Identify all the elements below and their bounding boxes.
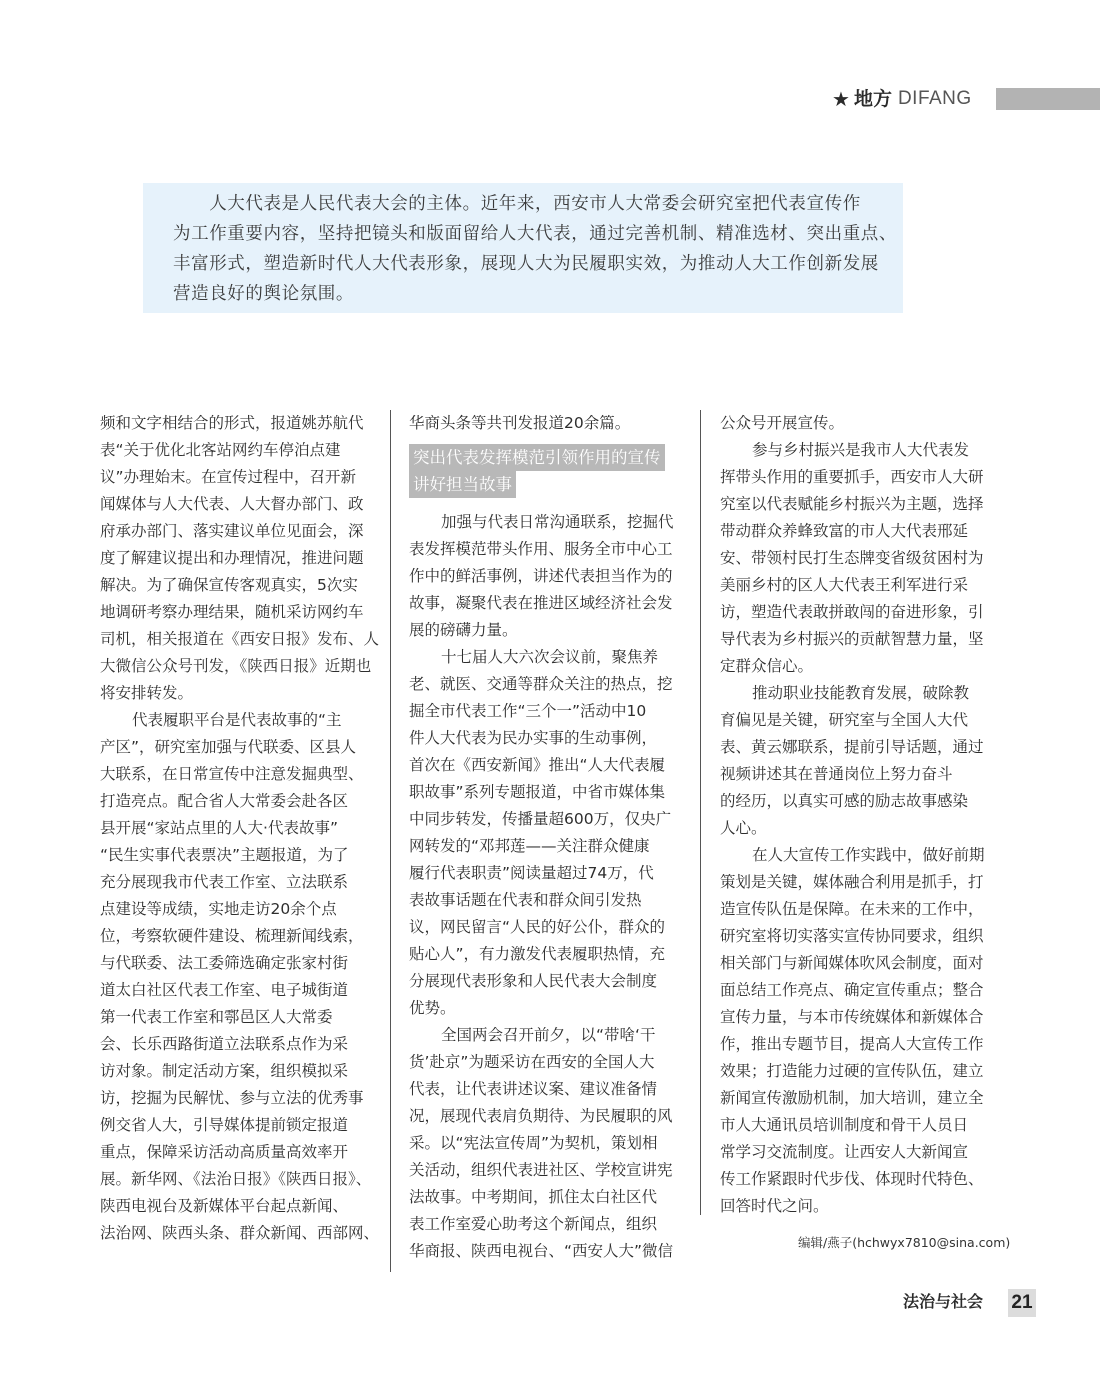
paragraph-line: 优势。 <box>409 999 456 1017</box>
paragraph-line: 大联系，在日常宣传中注意发掘典型、 <box>100 765 364 783</box>
paragraph-line: 访，塑造代表敢拼敢闯的奋进形象，引 <box>720 603 984 621</box>
paragraph-line: 面总结工作亮点、确定宣传重点；整合 <box>720 981 984 999</box>
article-column-2 <box>409 410 689 1265</box>
paragraph-line: 位，考察软硬件建设、梳理新闻线索， <box>100 927 364 945</box>
magazine-name: 法治与社会 <box>903 1292 984 1311</box>
paragraph-line: 解决。为了确保宣传客观真实，5次实 <box>100 576 358 594</box>
paragraph-line: 市人大通讯员培训制度和骨干人员日 <box>720 1116 969 1134</box>
paragraph-line: 代表履职平台是代表故事的“主 <box>132 711 342 729</box>
paragraph-line: 打造亮点。配合省人大常委会赴各区 <box>100 792 349 810</box>
paragraph-line: 访，挖掘为民解忧、参与立法的优秀事 <box>100 1089 364 1107</box>
paragraph-line: 新闻宣传激励机制，加大培训，建立全 <box>720 1089 984 1107</box>
column-divider <box>700 410 701 1215</box>
paragraph-line: 府承办部门、落实建议单位见面会，深 <box>100 522 364 540</box>
subheading-line: 突出代表发挥模范引领作用的宣传 <box>409 444 665 471</box>
section-label-en: DIFANG <box>897 88 972 109</box>
paragraph-line: 安、带领村民打生态牌变省级贫困村为 <box>720 549 984 567</box>
paragraph-line: 例交省人大，引导媒体提前锁定报道 <box>100 1116 349 1134</box>
paragraph-line: 在人大宣传工作实践中，做好前期 <box>752 846 985 864</box>
paragraph-line: 究室以代表赋能乡村振兴为主题，选择 <box>720 495 984 513</box>
paragraph-line: 策划是关键，媒体融合利用是抓手，打 <box>720 873 984 891</box>
section-bar <box>996 88 1100 110</box>
paragraph-line: 会、长乐西路街道立法联系点作为采 <box>100 1035 349 1053</box>
paragraph-line: 货’赴京”为题采访在西安的全国人大 <box>409 1053 655 1071</box>
paragraph-line: 职故事”系列专题报道，中省市媒体集 <box>409 783 666 801</box>
star-icon: ★ <box>832 87 850 111</box>
paragraph-line: “民生实事代表票决”主题报道，为了 <box>100 846 349 864</box>
paragraph-line: 推动职业技能教育发展，破除教 <box>752 684 970 702</box>
intro-box <box>143 183 903 313</box>
paragraph-line: 的经历，以真实可感的励志故事感染 <box>720 792 969 810</box>
paragraph-line: 法故事。中考期间，抓住太白社区代 <box>409 1188 658 1206</box>
paragraph-line: 展。新华网、《法治日报》《陕西日报》、 <box>100 1170 372 1188</box>
article-column-3 <box>720 410 1000 1220</box>
paragraph-line: 大微信公众号刊发，《陕西日报》近期也 <box>100 657 372 675</box>
paragraph-line: 参与乡村振兴是我市人大代表发 <box>752 441 970 459</box>
intro-line: 为工作重要内容，坚持把镜头和版面留给人大代表，通过完善机制、精准选材、突出重点、 <box>173 224 897 244</box>
paragraph-line: 议”办理始末。在宣传过程中，召开新 <box>100 468 357 486</box>
paragraph-line: 履行代表职责”阅读量超过74万，代 <box>409 864 654 882</box>
paragraph-line: 华商头条等共刊发报道20余篇。 <box>409 414 631 432</box>
paragraph-line: 挥带头作用的重要抓手，西安市人大研 <box>720 468 984 486</box>
paragraph-line: 故事，凝聚代表在推进区域经济社会发 <box>409 594 673 612</box>
intro-line: 丰富形式，塑造新时代人大代表形象，展现人大为民履职实效，为推动人大工作创新发展 <box>173 254 879 274</box>
paragraph-line: 相关部门与新闻媒体吹风会制度，面对 <box>720 954 984 972</box>
editor-credit: 编辑/燕子(hchwyx7810@sina.com) <box>798 1235 1011 1250</box>
paragraph-line: 十七届人大六次会议前，聚焦养 <box>441 648 659 666</box>
paragraph-line: 件人大代表为民办实事的生动事例， <box>409 729 658 747</box>
section-subheading <box>409 444 689 498</box>
paragraph-line: 贴心人”，有力激发代表履职热情，充 <box>409 945 666 963</box>
paragraph-line: 中同步转发，传播量超600万，仅央广 <box>409 810 672 828</box>
paragraph-line: 人心。 <box>720 819 767 837</box>
paragraph-line: 分展现代表形象和人民代表大会制度 <box>409 972 658 990</box>
paragraph-line: 传工作紧跟时代步伐、体现时代特色、 <box>720 1170 984 1188</box>
paragraph-line: 表、黄云娜联系，提前引导话题，通过 <box>720 738 984 756</box>
paragraph-line: 效果；打造能力过硬的宣传队伍，建立 <box>720 1062 984 1080</box>
paragraph-line: 回答时代之问。 <box>720 1197 829 1215</box>
paragraph-line: 代表，让代表讲述议案、建议准备情 <box>409 1080 658 1098</box>
paragraph-line: 定群众信心。 <box>720 657 814 675</box>
paragraph-line: 产区”，研究室加强与代联委、区县人 <box>100 738 357 756</box>
paragraph-line: 点建设等成绩，实地走访20余个点 <box>100 900 337 918</box>
paragraph-line: 育偏见是关键，研究室与全国人大代 <box>720 711 969 729</box>
paragraph-line: 老、就医、交通等群众关注的热点，挖 <box>409 675 673 693</box>
section-header <box>832 86 1100 112</box>
paragraph-line: 地调研考察办理结果，随机采访网约车 <box>100 603 364 621</box>
intro-line: 人大代表是人民代表大会的主体。近年来，西安市人大常委会研究室把代表宣传作 <box>173 194 861 214</box>
paragraph-line: 作，推出专题节目，提高人大宣传工作 <box>720 1035 984 1053</box>
paragraph-line: 议，网民留言“人民的好公仆，群众的 <box>409 918 666 936</box>
section-label-cn: 地方 <box>853 88 892 110</box>
paragraph-line: 采。以“宪法宣传周”为契机，策划相 <box>409 1134 658 1152</box>
paragraph-line: 美丽乡村的区人大代表王利军进行采 <box>720 576 969 594</box>
paragraph-line: 道太白社区代表工作室、电子城街道 <box>100 981 349 999</box>
paragraph-line: 访对象。制定活动方案，组织模拟采 <box>100 1062 349 1080</box>
paragraph-line: 关活动，组织代表进社区、学校宣讲宪 <box>409 1161 673 1179</box>
paragraph-line: 度了解建议提出和办理情况，推进问题 <box>100 549 364 567</box>
paragraph-line: 常学习交流制度。让西安人大新闻宣 <box>720 1143 969 1161</box>
paragraph-line: 县开展“家站点里的人大·代表故事” <box>100 819 338 837</box>
paragraph-line: 陕西电视台及新媒体平台起点新闻、 <box>100 1197 349 1215</box>
paragraph-line: 充分展现我市代表工作室、立法联系 <box>100 873 349 891</box>
column-divider <box>390 410 391 1272</box>
subheading-line: 讲好担当故事 <box>409 471 516 498</box>
paragraph-line: 加强与代表日常沟通联系，挖掘代 <box>441 513 674 531</box>
paragraph-line: 首次在《西安新闻》推出“人大代表履 <box>409 756 666 774</box>
paragraph-line: 将安排转发。 <box>100 684 194 702</box>
paragraph-line: 况，展现代表肩负期待、为民履职的风 <box>409 1107 673 1125</box>
intro-line: 营造良好的舆论氛围。 <box>173 284 354 304</box>
paragraph-line: 表发挥模范带头作用、服务全市中心工 <box>409 540 673 558</box>
paragraph-line: 网转发的“邓邦莲——关注群众健康 <box>409 837 650 855</box>
paragraph-line: 带动群众养蜂致富的市人大代表邢延 <box>720 522 969 540</box>
paragraph-line: 闻媒体与人大代表、人大督办部门、政 <box>100 495 364 513</box>
paragraph-line: 导代表为乡村振兴的贡献智慧力量，坚 <box>720 630 984 648</box>
paragraph-line: 法治网、陕西头条、群众新闻、西部网、 <box>100 1224 380 1242</box>
article-column-1 <box>100 410 380 1247</box>
page-number: 21 <box>1008 1289 1036 1317</box>
paragraph-line: 司机，相关报道在《西安日报》发布、人 <box>100 630 380 648</box>
paragraph-line: 展的磅礴力量。 <box>409 621 518 639</box>
paragraph-line: 作中的鲜活事例，讲述代表担当作为的 <box>409 567 673 585</box>
paragraph-line: 全国两会召开前夕，以“带啥‘干 <box>441 1026 656 1044</box>
paragraph-line: 视频讲述其在普通岗位上努力奋斗 <box>720 765 953 783</box>
paragraph-line: 与代联委、法工委筛选确定张家村街 <box>100 954 349 972</box>
paragraph-line: 第一代表工作室和鄠邑区人大常委 <box>100 1008 333 1026</box>
paragraph-line: 表工作室爱心助考这个新闻点，组织 <box>409 1215 658 1233</box>
paragraph-line: 研究室将切实落实宣传协同要求，组织 <box>720 927 984 945</box>
paragraph-line: 表“关于优化北客站网约车停泊点建 <box>100 441 341 459</box>
paragraph-line: 表故事话题在代表和群众间引发热 <box>409 891 642 909</box>
paragraph-line: 频和文字相结合的形式，报道姚苏航代 <box>100 414 364 432</box>
paragraph-line: 重点，保障采访活动高质量高效率开 <box>100 1143 349 1161</box>
paragraph-line: 掘全市代表工作“三个一”活动中10 <box>409 702 647 720</box>
paragraph-line: 宣传力量，与本市传统媒体和新媒体合 <box>720 1008 984 1026</box>
paragraph-line: 造宣传队伍是保障。在未来的工作中， <box>720 900 984 918</box>
paragraph-line: 公众号开展宣传。 <box>720 414 845 432</box>
paragraph-line: 华商报、陕西电视台、“西安人大”微信 <box>409 1242 674 1260</box>
